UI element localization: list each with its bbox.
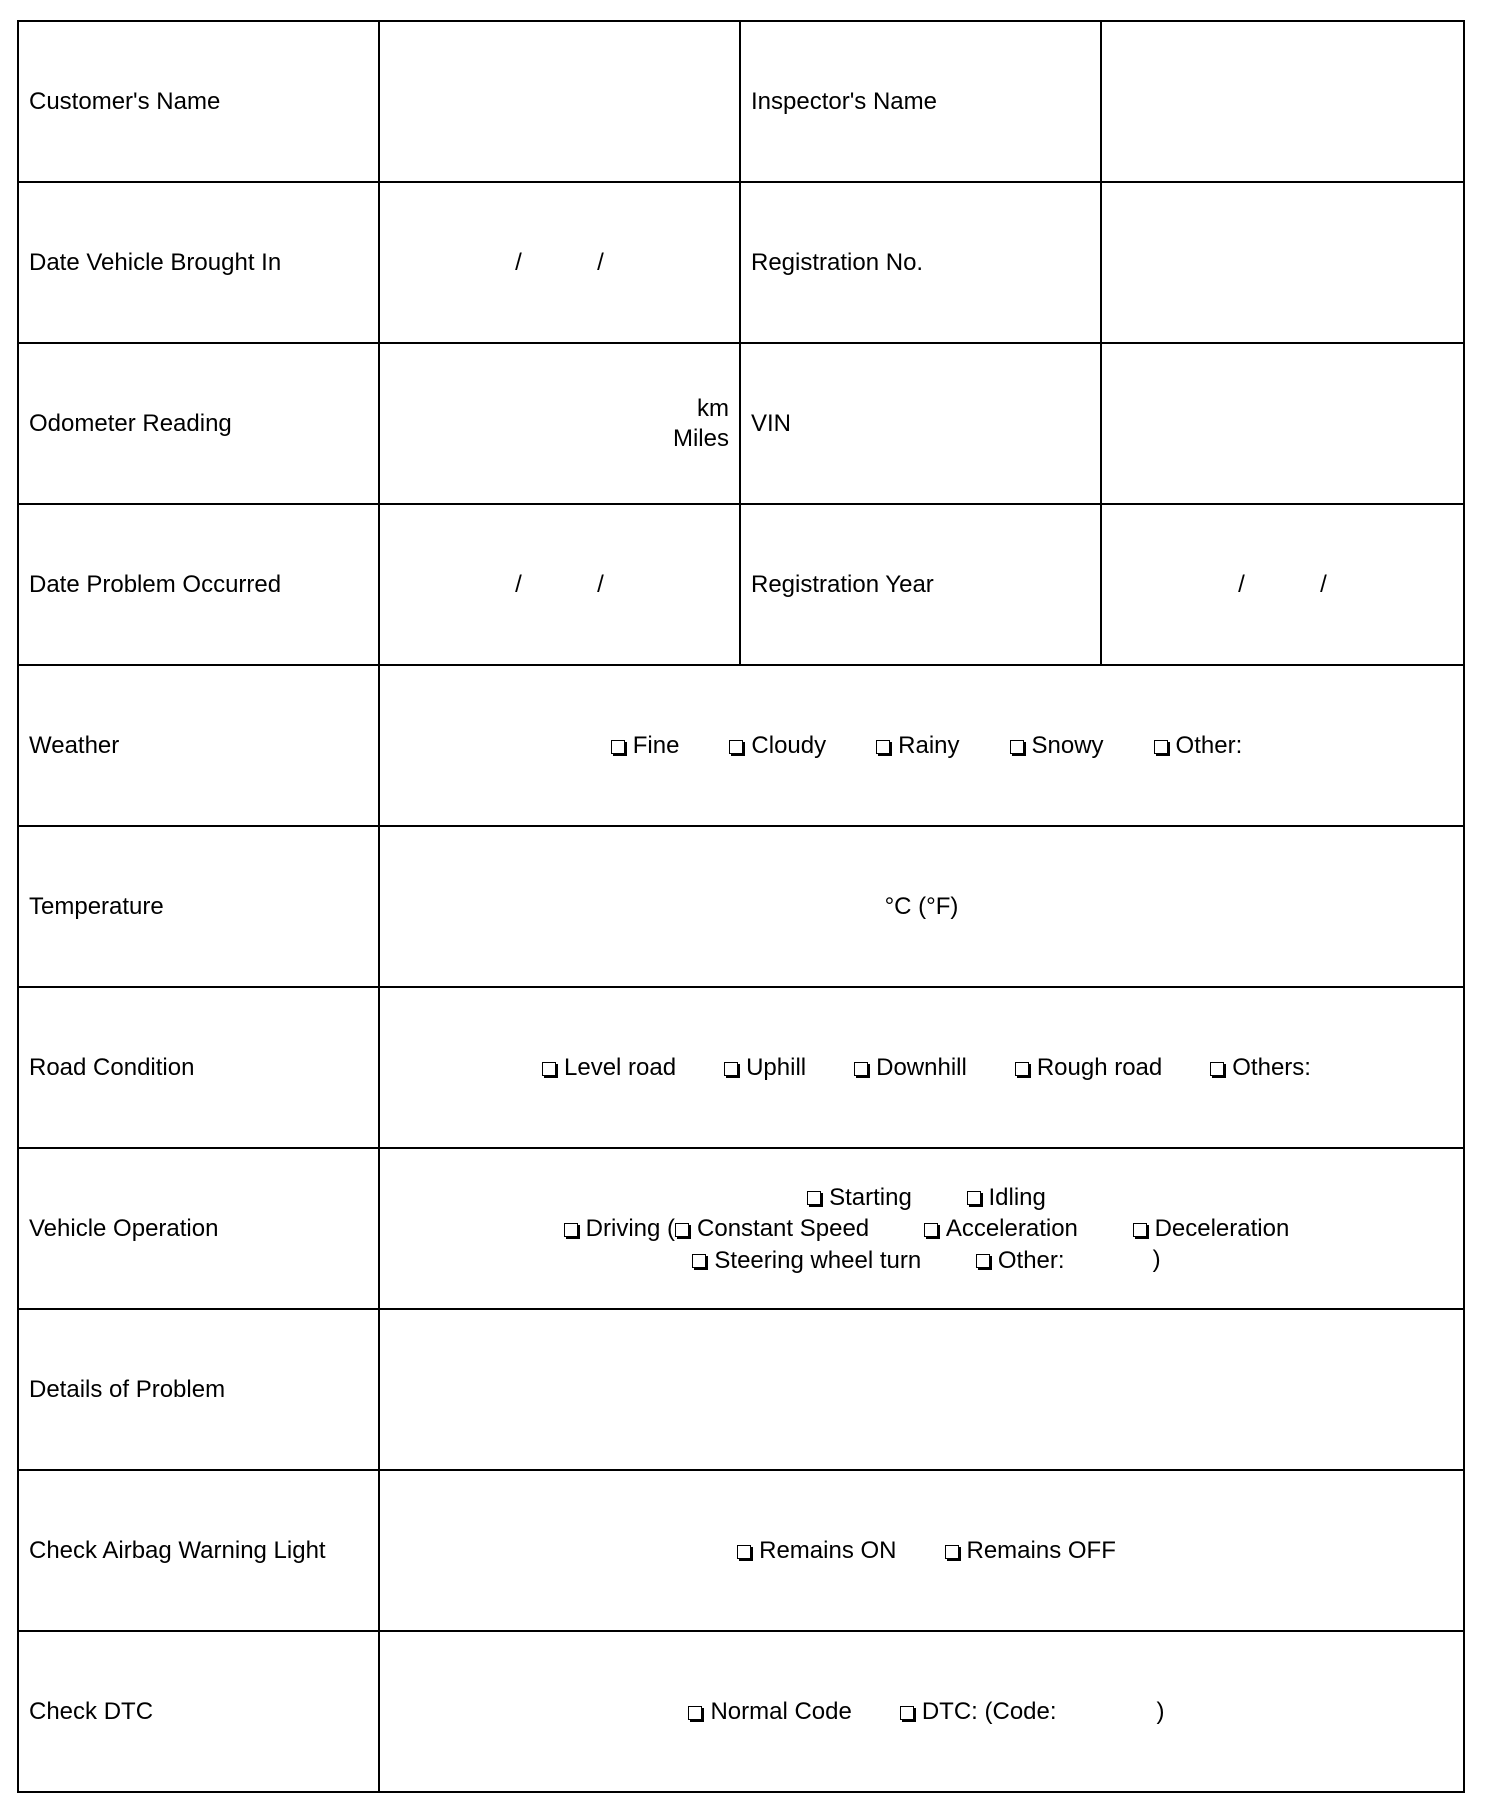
option-label: Driving ( — [585, 1215, 676, 1243]
label-weather: Weather — [18, 665, 379, 826]
option-label: Remains OFF — [966, 1536, 1116, 1564]
date-separator: / — [1238, 570, 1245, 598]
label-check-airbag: Check Airbag Warning Light — [18, 1470, 379, 1631]
option-label: DTC: (Code: — [921, 1697, 1057, 1725]
option-label: Level road — [564, 1053, 677, 1081]
checkbox-uphill[interactable] — [724, 1053, 806, 1083]
checkbox-downhill[interactable] — [854, 1053, 967, 1083]
checkbox-deceleration[interactable] — [1133, 1213, 1290, 1244]
row-date-problem — [18, 504, 1464, 665]
label-details-of-problem: Details of Problem — [18, 1309, 379, 1470]
date-separator: / — [515, 570, 522, 598]
checkbox-road-others[interactable] — [1210, 1053, 1311, 1083]
field-odometer[interactable] — [379, 343, 740, 504]
checkbox-icon — [675, 1223, 689, 1237]
field-road-condition — [379, 987, 1464, 1148]
checkbox-icon — [900, 1706, 914, 1720]
date-separator: / — [597, 570, 604, 598]
field-vehicle-operation — [379, 1148, 1464, 1309]
option-label: Idling — [988, 1183, 1046, 1211]
unit-km: km — [697, 394, 729, 422]
checkbox-icon — [1133, 1223, 1147, 1237]
checkbox-rainy[interactable] — [876, 731, 959, 761]
checkbox-remains-off[interactable] — [945, 1536, 1116, 1566]
label-road-condition: Road Condition — [18, 987, 379, 1148]
field-customer-name[interactable] — [379, 21, 740, 182]
row-odometer — [18, 343, 1464, 504]
checkbox-icon — [1015, 1062, 1029, 1076]
checkbox-icon — [737, 1545, 751, 1559]
checkbox-icon — [1210, 1062, 1224, 1076]
checkbox-icon — [924, 1223, 938, 1237]
checkbox-icon — [967, 1191, 981, 1205]
checkbox-icon — [724, 1062, 738, 1076]
row-customer — [18, 21, 1464, 182]
field-inspector-name[interactable] — [1101, 21, 1464, 182]
checkbox-driving[interactable] — [564, 1213, 675, 1244]
field-check-dtc — [379, 1631, 1464, 1792]
checkbox-steering-wheel-turn[interactable] — [692, 1245, 921, 1276]
option-label: Snowy — [1031, 731, 1104, 759]
option-label: Other: — [1175, 731, 1243, 759]
checkbox-icon — [1154, 740, 1168, 754]
checkbox-acceleration[interactable] — [924, 1213, 1078, 1244]
checkbox-icon — [564, 1223, 578, 1237]
option-label: Rough road — [1036, 1053, 1163, 1081]
option-label: Normal Code — [710, 1697, 852, 1725]
checkbox-operation-other[interactable] — [976, 1245, 1065, 1276]
field-date-brought-in[interactable] — [379, 182, 740, 343]
option-label: Other: — [997, 1246, 1065, 1274]
option-label: Constant Speed — [697, 1215, 870, 1243]
label-vehicle-operation: Vehicle Operation — [18, 1148, 379, 1309]
checkbox-fine[interactable] — [611, 731, 680, 761]
field-temperature[interactable] — [379, 826, 1464, 987]
checkbox-constant-speed[interactable] — [675, 1213, 869, 1244]
checkbox-remains-on[interactable] — [737, 1536, 896, 1566]
date-template — [380, 248, 739, 278]
label-inspector-name: Inspector's Name — [740, 21, 1101, 182]
checkbox-icon — [692, 1254, 706, 1268]
row-vehicle-operation — [18, 1148, 1464, 1309]
field-vin[interactable] — [1101, 343, 1464, 504]
checkbox-rough-road[interactable] — [1015, 1053, 1162, 1083]
option-label: Cloudy — [751, 731, 827, 759]
option-label: Downhill — [876, 1053, 967, 1081]
field-weather — [379, 665, 1464, 826]
option-label: Others: — [1232, 1053, 1311, 1081]
checkbox-normal-code[interactable] — [688, 1697, 851, 1727]
temperature-unit: °C (°F) — [884, 892, 959, 920]
checkbox-dtc-code[interactable] — [900, 1697, 1057, 1727]
date-separator: / — [1320, 570, 1327, 598]
label-temperature: Temperature — [18, 826, 379, 987]
checkbox-snowy[interactable] — [1010, 731, 1104, 761]
option-label: Uphill — [746, 1053, 807, 1081]
row-dtc — [18, 1631, 1464, 1792]
checkbox-weather-other[interactable] — [1154, 731, 1243, 761]
row-airbag — [18, 1470, 1464, 1631]
checkbox-starting[interactable] — [807, 1182, 912, 1213]
row-date-brought-in — [18, 182, 1464, 343]
checkbox-icon — [729, 740, 743, 754]
label-vin: VIN — [740, 343, 1101, 504]
label-date-problem: Date Problem Occurred — [18, 504, 379, 665]
date-template — [380, 570, 739, 600]
checkbox-idling[interactable] — [967, 1182, 1046, 1213]
option-label: Steering wheel turn — [714, 1246, 922, 1274]
row-weather — [18, 665, 1464, 826]
checkbox-icon — [876, 740, 890, 754]
option-label: Fine — [632, 731, 680, 759]
field-check-airbag — [379, 1470, 1464, 1631]
label-customer-name: Customer's Name — [18, 21, 379, 182]
checkbox-icon — [688, 1706, 702, 1720]
option-label: Rainy — [898, 731, 960, 759]
date-template — [1102, 570, 1463, 600]
checkbox-icon — [611, 740, 625, 754]
field-registration-year[interactable] — [1101, 504, 1464, 665]
date-separator: / — [515, 248, 522, 276]
unit-miles: Miles — [672, 424, 729, 452]
label-registration-no: Registration No. — [740, 182, 1101, 343]
date-separator: / — [597, 248, 604, 276]
field-date-problem[interactable] — [379, 504, 740, 665]
label-registration-year: Registration Year — [740, 504, 1101, 665]
option-label: Starting — [829, 1183, 912, 1211]
checkbox-level-road[interactable] — [542, 1053, 676, 1083]
label-odometer: Odometer Reading — [18, 343, 379, 504]
checkbox-icon — [854, 1062, 868, 1076]
checkbox-icon — [542, 1062, 556, 1076]
checkbox-icon — [945, 1545, 959, 1559]
row-temperature — [18, 826, 1464, 987]
option-label: Acceleration — [945, 1215, 1078, 1243]
close-paren: ) — [1156, 1697, 1165, 1725]
label-date-brought-in: Date Vehicle Brought In — [18, 182, 379, 343]
option-label: Remains ON — [759, 1536, 897, 1564]
row-details — [18, 1309, 1464, 1470]
checkbox-icon — [976, 1254, 990, 1268]
option-label: Deceleration — [1154, 1215, 1290, 1243]
checkbox-icon — [1010, 740, 1024, 754]
close-paren: ) — [1152, 1246, 1161, 1274]
row-road-condition — [18, 987, 1464, 1148]
field-registration-no[interactable] — [1101, 182, 1464, 343]
checkbox-icon — [807, 1191, 821, 1205]
inspection-form — [17, 20, 1465, 1793]
checkbox-cloudy[interactable] — [729, 731, 826, 761]
field-details-of-problem[interactable] — [379, 1309, 1464, 1470]
label-check-dtc: Check DTC — [18, 1631, 379, 1792]
